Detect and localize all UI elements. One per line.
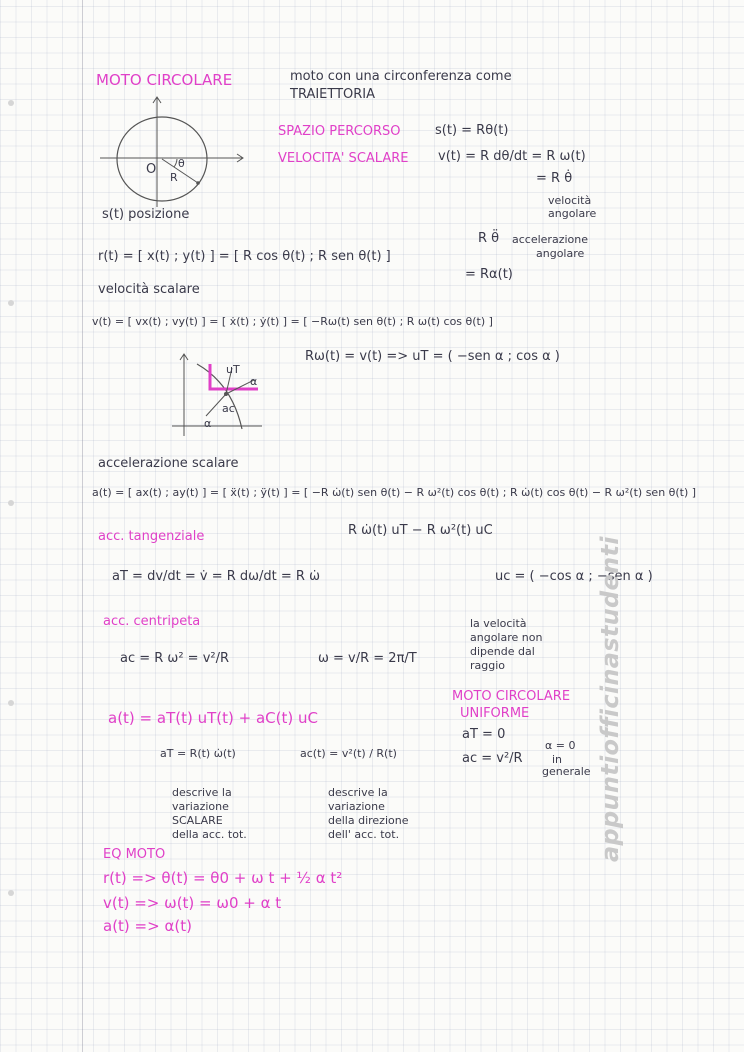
ac-label: ac [222,402,235,415]
uc-eq: uc = ( −cos α ; −sen α ) [495,569,653,584]
velocita-note: angolare [548,207,597,220]
circle-diagram [95,95,255,210]
omega-eq: ω = v/R = 2π/T [318,651,417,666]
uniforme-alpha: generale [542,765,591,778]
vector-acc-eq: a(t) = aT(t) uT(t) + aC(t) uC [108,709,318,727]
binder-hole [8,500,14,506]
desc1: SCALARE [172,814,223,827]
origin-label: O [146,162,157,177]
ut-label: uT [226,363,240,376]
section-desc: moto con una circonferenza come [290,69,512,84]
spazio-formula: s(t) = Rθ(t) [435,123,509,138]
binder-hole [8,300,14,306]
binder-hole [8,890,14,896]
centr-note: la velocità [470,617,527,630]
acc-centr-label: acc. centripeta [103,614,201,629]
theta-label: θ [178,157,185,170]
centr-note: raggio [470,659,506,672]
vector-acc-sub: ac(t) = v²(t) / R(t) [300,747,397,760]
uniforme-alpha: in [552,753,563,766]
alpha-label: α [250,375,258,388]
radius-label: R [170,171,178,184]
desc1: descrive la [172,786,232,799]
watermark: appuntiofficinastudenti [596,536,624,862]
binder-hole [8,700,14,706]
tangent-eq: Rω(t) = v(t) => uT = ( −sen α ; cos α ) [305,349,560,364]
velocita-eq: v(t) = R dθ/dt = R ω(t) [438,149,586,164]
acc-scalare-label: accelerazione scalare [98,456,239,471]
acc-angolare-expr: R θ̈ [478,231,500,246]
posizione-label: s(t) posizione [102,207,190,222]
alpha-label: α [204,417,212,430]
binder-hole [8,100,14,106]
uniforme-ac: ac = v²/R [462,751,523,766]
tangent-diagram [172,354,272,439]
centr-note: dipende dal [470,645,535,658]
eq-moto-label: EQ MOTO [103,847,166,862]
desc2: descrive la [328,786,388,799]
acc-tang-eq: aT = dv/dt = v̇ = R dω/dt = R ω̇ [112,569,320,584]
desc2: variazione [328,800,385,813]
acc-angolare-note: angolare [536,247,585,260]
spazio-label: SPAZIO PERCORSO [278,124,401,139]
desc2: dell' acc. tot. [328,828,400,841]
margin-line [82,0,83,1052]
section-desc: TRAIETTORIA [290,87,376,102]
acc-tang-label: acc. tangenziale [98,529,205,544]
desc2: della direzione [328,814,409,827]
vel-scalare-eq: v(t) = [ vx(t) ; vy(t) ] = [ ẋ(t) ; ẏ(t) ] = [ −Rω(t) sen θ(t) ; R ω(t) cos θ(t) ] [92,315,493,328]
uniforme-alpha: α = 0 [545,739,576,752]
acc-angolare-note: accelerazione [512,233,588,246]
desc1: variazione [172,800,229,813]
velocita-note: velocità [548,194,592,207]
velocita-label: VELOCITA' SCALARE [278,151,409,166]
vel-scalare-label: velocità scalare [98,282,200,297]
acc-tang-uv: R ω̇(t) uT − R ω²(t) uC [348,523,493,538]
centr-note: angolare non [470,631,543,644]
eq-moto-line: v(t) => ω(t) = ω0 + α t [103,894,282,912]
vector-acc-sub: aT = R(t) ω̇(t) [160,747,236,760]
section-title: MOTO CIRCOLARE [96,71,233,89]
eq-moto-line: a(t) => α(t) [103,917,192,935]
desc1: della acc. tot. [172,828,247,841]
acc-scalare-eq: a(t) = [ ax(t) ; ay(t) ] = [ ẍ(t) ; ÿ(t) ] = [ −R ω̇(t) sen θ(t) − R ω²(t) cos θ(t) ; R ω̇(t) cos θ(t) − R ω²(t) sen θ(t) ] [92,486,697,499]
velocita-eq2: = R θ̇ [536,171,573,186]
acc-angolare-eq: = Rα(t) [465,267,513,282]
uniforme-title: MOTO CIRCOLARE [452,689,571,704]
eq-moto-line: r(t) => θ(t) = θ0 + ω t + ½ α t² [103,869,343,887]
uniforme-at: aT = 0 [462,727,506,742]
acc-centr-eq: ac = R ω² = v²/R [120,651,230,666]
posizione-eq: r(t) = [ x(t) ; y(t) ] = [ R cos θ(t) ; R sen θ(t) ] [98,249,391,264]
uniforme-title: UNIFORME [460,706,530,721]
